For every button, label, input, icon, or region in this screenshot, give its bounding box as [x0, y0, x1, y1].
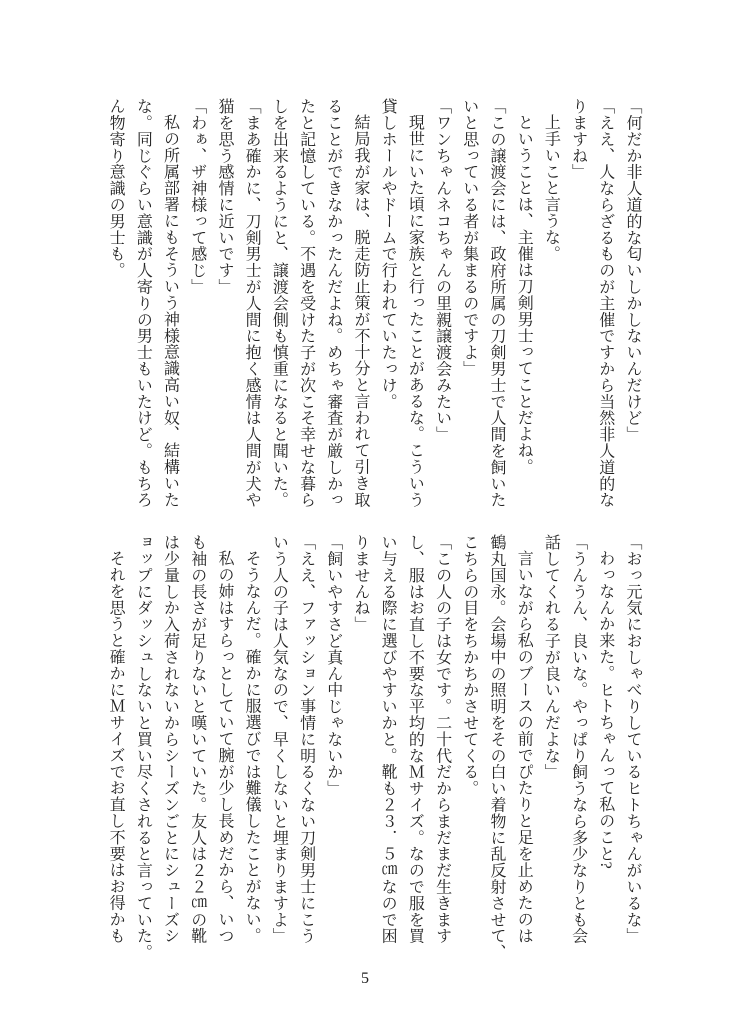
text-line: りますね」 [569, 98, 587, 180]
text-line: 「おっ元気におしゃべりしているヒトちゃんがいるな」 [624, 534, 641, 944]
text-line: 「この譲渡会には、政府所属の刀剣男士で人間を飼いた [487, 98, 505, 508]
text-line: な。同じぐらい意識が人寄りの男士もいたけど。もちろ [134, 98, 152, 508]
text-line: 上手いこと言うな。 [542, 114, 560, 262]
text-line: いう人の子は人気なので、早くしないと埋まりますよ」 [270, 534, 288, 944]
text-line: 私の所属部署にもそういう神様意識高い奴、結構いた [161, 114, 179, 508]
text-line: 「飼いやすさど真ん中じゃないか」 [324, 534, 342, 797]
page-number: 5 [361, 970, 369, 987]
text-line: 話してくれる子が良いんだよな」 [542, 534, 560, 780]
text-line: ることができなかったんだよね。めちゃ審査が厳しかっ [324, 98, 342, 508]
text-line: 貸しホールやドームで行われていたっけ。 [379, 98, 397, 410]
text-line: 言いながら私のブースの前でぴたりと足を止めたのは [515, 550, 533, 944]
text-line: たと記憶している。不遇を受けた子が次こそ幸せな暮ら [297, 98, 315, 508]
text-line: 「ワンちゃんネコちゃんの里親譲渡会みたい」 [433, 98, 451, 443]
text-line: りませんね」 [351, 534, 369, 633]
text-block-top [86, 98, 646, 513]
text-line: い与える際に選びやすいかと。靴も２３．５㎝なので困 [379, 534, 397, 944]
text-line: 現世にいた頃に家族と行ったことがあるな。こういう [406, 114, 424, 508]
text-line: 「まあ確かに、刀剣男士が人間に抱く感情は人間が犬や [243, 98, 261, 508]
text-line: 「何だか非人道的な匂いしかしないんだけど」 [624, 98, 641, 443]
text-line: 「わぁ、ザ神様って感じ」 [188, 98, 206, 295]
text-line: 「ええ、人ならざるものが主催ですから当然非人道的な [596, 98, 614, 508]
text-line: は少量しか入荷されないからシーズンごとにシューズシ [161, 534, 179, 944]
text-line: そうなんだ。確かに服選びでは難儀したことがない。 [243, 550, 261, 944]
text-line: それを思うと確かにＭサイズでお直し不要はお得かも [107, 550, 125, 944]
text-line: ということは、主催は刀剣男士ってことだよね。 [515, 114, 533, 475]
text-line: し、服はお直し不要な平均的なＭサイズ。なので服を買 [406, 534, 424, 944]
text-line: 「うんうん、良いな。やっぱり飼うなら多少なりとも会 [569, 534, 587, 944]
text-line: こちらの目をちかちかさせてくる。 [460, 534, 478, 797]
text-line: 「ええ、ファッション事情に明るくない刀剣男士にこう [297, 534, 315, 944]
text-line: 鶴丸国永。会場中の照明をその白い着物に乱反射させて、 [487, 534, 505, 961]
text-line: 猫を思う感情に近いです」 [215, 98, 233, 295]
text-line: ん物寄り意識の男士も。 [107, 98, 125, 279]
text-line: ョップにダッシュしないと買い尽くされると言っていた。 [134, 534, 152, 961]
text-block-bottom [86, 534, 646, 961]
text-line: しを出来るようにと、譲渡会側も慎重になると聞いた。 [270, 98, 288, 508]
text-line: も袖の長さが足りないと嘆いていた。友人は２２㎝の靴 [188, 534, 206, 944]
text-line: 「この人の子は女です。二十代だからまだまだ生きます [433, 534, 451, 944]
text-line: 結局我が家は、脱走防止策が不十分と言われて引き取 [351, 114, 369, 508]
text-line: いと思っている者が集まるのですよ」 [460, 98, 478, 377]
text-line: 私の姉はすらっとしていて腕が少し長めだから、いつ [215, 550, 233, 944]
text-line: わっなんか来た。ヒトちゃんって私のこと? [596, 550, 614, 870]
